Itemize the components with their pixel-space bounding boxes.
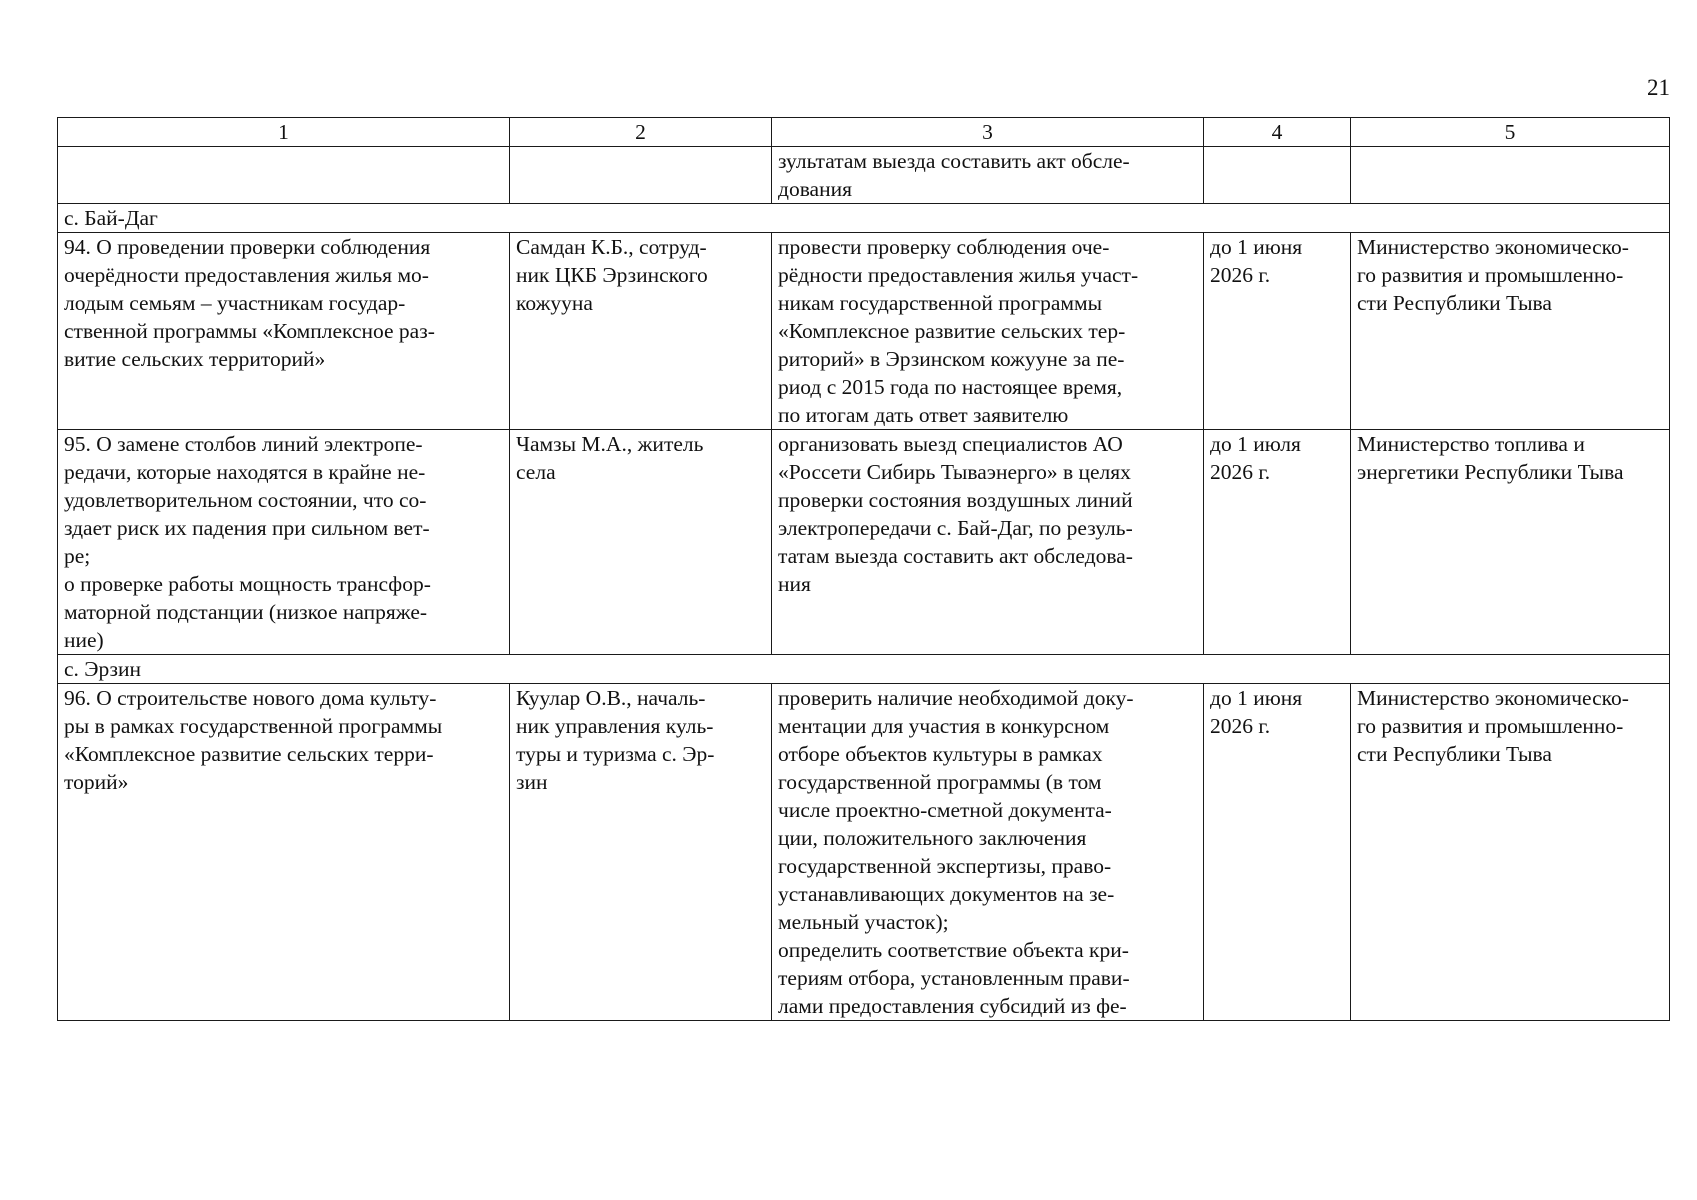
table-row xyxy=(58,684,1670,1021)
text-line: 96. О строительстве нового дома культу- xyxy=(64,686,437,710)
cell-applicant xyxy=(510,430,772,655)
text-line: маторной подстанции (низкое напряже- xyxy=(64,600,428,624)
text-line: ник ЦКБ Эрзинского xyxy=(516,263,708,287)
text-line: Министерство экономическо- xyxy=(1357,686,1629,710)
text-line: «Комплексное развитие сельских терри- xyxy=(64,742,434,766)
text-line: зин xyxy=(516,770,548,794)
cell-deadline xyxy=(1204,147,1351,204)
cell-responsible xyxy=(1351,233,1670,430)
text-line: Министерство топлива и xyxy=(1357,432,1585,456)
text-line: провести проверку соблюдения оче- xyxy=(778,235,1110,259)
cell-applicant xyxy=(510,233,772,430)
text-line: 94. О проведении проверки соблюдения xyxy=(64,235,431,259)
cell-issue xyxy=(58,684,510,1021)
text-line: «Россети Сибирь Тываэнерго» в целях xyxy=(778,460,1131,484)
cell-issue xyxy=(58,233,510,430)
text-line: «Комплексное развитие сельских тер- xyxy=(778,319,1126,343)
text-line: ры в рамках государственной программы xyxy=(64,714,443,738)
text-line: витие сельских территорий» xyxy=(64,347,326,371)
text-line: государственной экспертизы, право- xyxy=(778,854,1112,878)
text-line: до 1 июня xyxy=(1210,235,1303,259)
table-row xyxy=(58,147,1670,204)
column-header-5: 5 xyxy=(1351,118,1670,147)
text-line: Куулар О.В., началь- xyxy=(516,686,706,710)
text-line: села xyxy=(516,460,556,484)
text-line: ции, положительного заключения xyxy=(778,826,1087,850)
text-line: рёдности предоставления жилья участ- xyxy=(778,263,1139,287)
text-line: 2026 г. xyxy=(1210,460,1271,484)
cell-deadline xyxy=(1204,684,1351,1021)
column-header-3: 3 xyxy=(772,118,1204,147)
text-line: го развития и промышленно- xyxy=(1357,714,1624,738)
text-line: государственной программы (в том xyxy=(778,770,1102,794)
section-row xyxy=(58,204,1670,233)
column-number-row xyxy=(58,118,1670,147)
text-line: никам государственной программы xyxy=(778,291,1103,315)
text-line: лами предоставления субсидий из фе- xyxy=(778,994,1127,1018)
section-title: с. Бай-Даг xyxy=(58,204,1670,233)
text-line: риторий» в Эрзинском кожууне за пе- xyxy=(778,347,1125,371)
text-line: энергетики Республики Тыва xyxy=(1357,460,1624,484)
text-line: здает риск их падения при сильном вет- xyxy=(64,516,430,540)
text-line: 2026 г. xyxy=(1210,714,1271,738)
text-line: проверить наличие необходимой доку- xyxy=(778,686,1134,710)
text-line: мельный участок); xyxy=(778,910,949,934)
cell-issue xyxy=(58,147,510,204)
text-line: ственной программы «Комплексное раз- xyxy=(64,319,435,343)
cell-action xyxy=(772,233,1204,430)
text-line: очерёдности предоставления жилья мо- xyxy=(64,263,429,287)
text-line: устанавливающих документов на зе- xyxy=(778,882,1115,906)
text-line: риод с 2015 года по настоящее время, xyxy=(778,375,1123,399)
text-line: о проверке работы мощность трансфор- xyxy=(64,572,431,596)
text-line: до 1 июля xyxy=(1210,432,1301,456)
text-line: ник управления куль- xyxy=(516,714,714,738)
text-line: 2026 г. xyxy=(1210,263,1271,287)
text-line: определить соответствие объекта кри- xyxy=(778,938,1129,962)
text-line: ментации для участия в конкурсном xyxy=(778,714,1110,738)
cell-action xyxy=(772,430,1204,655)
table-row xyxy=(58,430,1670,655)
text-line: ния xyxy=(778,572,811,596)
text-line: до 1 июня xyxy=(1210,686,1303,710)
section-title: с. Эрзин xyxy=(58,655,1670,684)
cell-responsible xyxy=(1351,147,1670,204)
page-number: 21 xyxy=(1647,75,1670,100)
text-line: проверки состояния воздушных линий xyxy=(778,488,1133,512)
cell-applicant xyxy=(510,684,772,1021)
text-line: сти Республики Тыва xyxy=(1357,291,1552,315)
text-line: ние) xyxy=(64,628,104,652)
cell-action xyxy=(772,147,1204,204)
cell-responsible xyxy=(1351,684,1670,1021)
text-line: 95. О замене столбов линий электропе- xyxy=(64,432,423,456)
text-line: татам выезда составить акт обследова- xyxy=(778,544,1133,568)
column-header-1: 1 xyxy=(58,118,510,147)
text-line: дования xyxy=(778,177,853,201)
text-line: Министерство экономическо- xyxy=(1357,235,1629,259)
text-line: по итогам дать ответ заявителю xyxy=(778,403,1069,427)
text-line: организовать выезд специалистов АО xyxy=(778,432,1123,456)
text-line: лодым семьям – участникам государ- xyxy=(64,291,406,315)
text-line: редачи, которые находятся в крайне не- xyxy=(64,460,426,484)
text-line: зультатам выезда составить акт обсле- xyxy=(778,149,1130,173)
column-header-2: 2 xyxy=(510,118,772,147)
text-line: ре; xyxy=(64,544,91,568)
cell-deadline xyxy=(1204,233,1351,430)
text-line: сти Республики Тыва xyxy=(1357,742,1552,766)
text-line: Самдан К.Б., сотруд- xyxy=(516,235,707,259)
text-line: электропередачи с. Бай-Даг, по резуль- xyxy=(778,516,1133,540)
text-line: числе проектно-сметной документа- xyxy=(778,798,1112,822)
cell-applicant xyxy=(510,147,772,204)
text-line: го развития и промышленно- xyxy=(1357,263,1624,287)
text-line: отборе объектов культуры в рамках xyxy=(778,742,1103,766)
cell-deadline xyxy=(1204,430,1351,655)
table-row xyxy=(58,233,1670,430)
text-line: торий» xyxy=(64,770,129,794)
text-line: кожууна xyxy=(516,291,593,315)
text-line: териям отбора, установленным прави- xyxy=(778,966,1130,990)
cell-responsible xyxy=(1351,430,1670,655)
text-line: туры и туризма с. Эр- xyxy=(516,742,715,766)
measures-table xyxy=(57,117,1670,1021)
column-header-4: 4 xyxy=(1204,118,1351,147)
text-line: удовлетворительном состоянии, что со- xyxy=(64,488,427,512)
cell-action xyxy=(772,684,1204,1021)
section-row xyxy=(58,655,1670,684)
text-line: Чамзы М.А., житель xyxy=(516,432,704,456)
cell-issue xyxy=(58,430,510,655)
